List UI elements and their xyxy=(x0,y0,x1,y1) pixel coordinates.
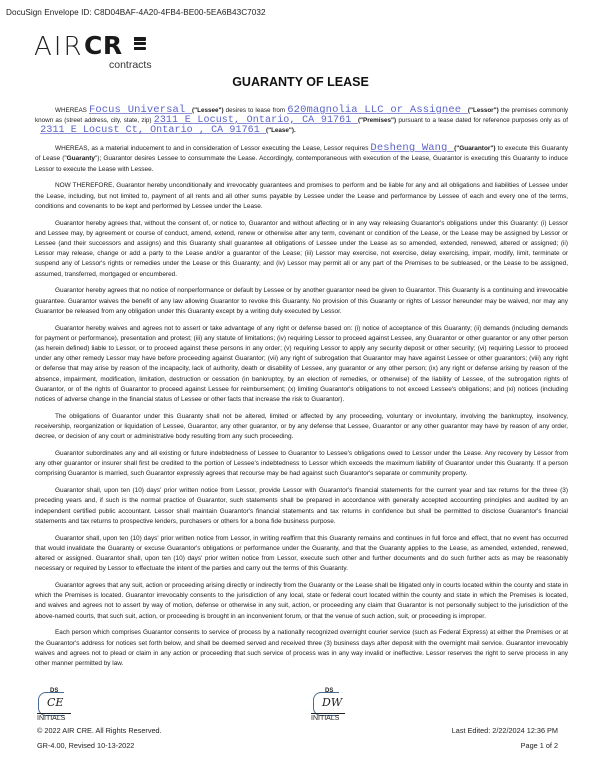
initials-line xyxy=(311,713,345,714)
text: to execute this Guaranty of Lease (" xyxy=(35,145,568,163)
logo-air-text: AIR xyxy=(34,32,84,62)
text: pursuant to a lease dated for reference purposes only as of xyxy=(396,117,568,125)
ds-tag: DS xyxy=(325,688,334,694)
recital-lessee xyxy=(35,105,568,137)
paragraph: NOW THEREFORE, Guarantor hereby unconditionally and irrevocably guarantees and promises to perform and be liable for any and all obligations and liabilities of Lessee under the Lease, including, but not limited to, payment of all rents and all other sums payable by Lessee under the Lease and performance by Lessee of each and every one of the terms, conditions and covenants to be kept and performed by Lessee under the Lease. xyxy=(35,182,568,210)
guarantor-field[interactable]: Desheng Wang xyxy=(370,142,455,155)
paragraph: Guarantor hereby agrees that no notice of nonperformance or default by Lessee or by another guarantor need be given to Guarantor. This Guaranty is a continuing and irrevocable guarantee. Guarantor waives the benefit of any law allowing Guarantor to revoke this Guaranty. No provision of this Guaranty or rights of Lessor hereunder may be waived, nor may any Guarantor be released from any obligation under this Guaranty except by a writing duly executed by Lessor. xyxy=(35,287,568,315)
logo-e-bars-icon xyxy=(134,37,146,55)
paragraph: Guarantor shall, upon ten (10) days' prior written notice from Lessor, provide Lessor with Guarantor's financial statements for the current year and tax returns for the three (3) preceding years and, if such is the normal practice of Guarantor, such statements shall be prepared in accordance with generally accepted accounting principles and audited by an independent certified public accountant. Lessor shall maintain Guarantor's financial statements and tax returns in confidence but shall be permitted to disclose Guarantor's financial statements and tax returns to prospective lenders, purchasers or others for a bona fide business purpose. xyxy=(35,487,568,525)
text: "); Guarantor desires Lessee to consummate the Lease. Accordingly, contemporaneous with execution of the Lease, Guarantor is executing this Guaranty to induce Lessor to execute the Lease with Lessee. xyxy=(35,155,568,173)
text: WHEREAS, as a material inducement to and in consideration of Lessor executing the Lease, Lessor requires xyxy=(55,145,371,153)
docusign-envelope-id: DocuSign Envelope ID: C8D04BAF-4A20-4FB4-BE00-5EA6B43C7032 xyxy=(6,8,266,17)
recital-guarantor xyxy=(35,143,568,175)
document-title: GUARANTY OF LEASE xyxy=(232,75,369,89)
paragraph: The obligations of Guarantor under this Guaranty shall not be altered, limited or affected by any proceeding, voluntary or involuntary, involving the bankruptcy, insolvency, receivership, reorganization or liquidation of Lessee, Guarantor, any other guarantor, or by any defense that Lessee, Guarantor or any other guarantor may have by reason of any order, decree, or decision of any court or administrative body resulting from any such proceeding. xyxy=(35,412,568,441)
paragraph: Guarantor agrees that any suit, action or proceeding arising directly or indirectly from the Guaranty or the Lease shall be litigated only in courts located within the county and state in which the Premises is located. Guarantor irrevocably consents to the jurisdiction of any local, state or federal court located within the county and state in which the Premises is located, and waives and agrees not to assert by way of motion, defense or otherwise in any suit, action, or proceeding any claim that Guarantor is not personally subject to the jurisdiction of the above-named courts, that such suit, action, or proceeding is brought in an inconvenient forum, or that the venue of such action, suit, or proceeding is improper. xyxy=(35,582,568,620)
document-body xyxy=(35,105,568,676)
premises-term: ("Premises") xyxy=(357,117,397,125)
paragraph: Guarantor subordinates any and all existing or future indebtedness of Lessee to Guarantor to Lessee's obligations owed to Lessor under the Lease. Any recovery by Lessor from any other guarantor or insurer shall first be credited to the portion of Lessee's indebtedness to Lessor which exceeds the maximum liability of Guarantor under this Guaranty. If a person comprising Guarantor is married, such Guarantor expressly agrees that recourse may be had against such Guarantor's separate or community property. xyxy=(35,450,568,478)
lessor-field[interactable]: 620magnolia LLC or Assignee xyxy=(287,104,468,116)
lessee-field[interactable]: Focus Universal xyxy=(88,104,193,116)
text: the premises commonly known as (street address, city, state, zip) xyxy=(35,107,568,125)
logo-cr-text: CR xyxy=(84,31,123,60)
paragraph: Guarantor hereby waives and agrees not to assert or take advantage of any right or defense based on: (i) notice of acceptance of this Guaranty; (ii) demands (including demands for payment or performance), presentation and protest; (iii) any statute of limitations; (iv) requiring Lessor to proceed against Lessee, any Guarantor or other guarantor or any other person (as herein defined) liable to Lessor, or to proceed against these persons in any order; (v) requiring Lessor to apply any security deposit or other security; (vi) requiring Lessor to proceed under any other remedy Lessor may have before proceeding against Guarantor; (vii) any right of subrogation that Guarantor may have against Lessee or other guarantors; (viii) any right or defense that may arise by reason of the incapacity, lack of authority, death or disability of Lessee, any guarantor or any other person; (ix) any right or defense arising by reason of the absence, impairment, modification, limitation, destruction or cessation (in bankruptcy, by an election of remedies, or otherwise) of the liability of Lessee, of the subrogation rights of Guarantor, or of the rights of Guarantor to proceed against Lessee for reimbursement; (x) limiting Guarantor's obligations to not exceed Lessee's obligations; and (xi) notices (including notices of adverse change in the financial status of Lessee or other facts that increase the risk to Guarantor). xyxy=(35,324,568,404)
footer-page-number: Page 1 of 2 xyxy=(520,741,558,750)
footer-form-number: GR-4.00, Revised 10-13-2022 xyxy=(37,741,135,750)
initials-label: INITIALS xyxy=(37,715,66,722)
paragraph: Guarantor hereby agrees that, without the consent of, or notice to, Guarantor and without affecting or in any way releasing Guarantor's obligations under this Guaranty: (i) Lessor and Lessee may, by agreement or course of conduct, amend, extend, renew or otherwise alter any term, covenant or condition of the Lease, or the Lease may be assigned by Lessor or Lessee (and their successors and assigns) and this Guaranty shall guarantee all obligations of Lessee under the Lease as so amended, extended, renewed, altered or assigned; (ii) Lessor may release, change or add a party to the Lease and/or a guarantor of the Lease; (iii) Lessor may exercise, not exercise, delay exercising, impair, modify, limit, terminate or suspend any of Lessor's rights or remedies under the Lease or this Guaranty; and (iv) Lessor may permit all or any part of the Premises to be subleased, or the Lease to be assigned, assumed, transferred, mortgaged or encumbered. xyxy=(35,219,568,278)
footer-copyright: © 2022 AIR CRE. All Rights Reserved. xyxy=(37,726,162,735)
guaranty-term: Guaranty xyxy=(66,155,95,163)
initials-mark: CE xyxy=(47,696,64,709)
paragraph: Each person which comprises Guarantor consents to service of process by a nationally recognized overnight courier service (such as Federal Express) at either the Premises or at the Guarantor's address for notices set forth below, and shall be deemed served and received three (3) business days after deposit with the overnight mail service. Guarantor irrevocably waives and agrees not to plead or claim in any action or proceeding that such service of process was in any way invalid or ineffective. Lessor reserves the right to serve process in any other manner permitted by law. xyxy=(35,629,568,668)
lessee-term: ("Lessee") xyxy=(192,107,224,114)
paragraph: Guarantor shall, upon ten (10) days' prior written notice from Lessor, in writing reaffirm that this Guaranty remains and continues in full force and effect, that no event has occurred that would invalidate the Guaranty or excuse Guarantor's obligations or performance under the Guaranty, and that the Guaranty applies to the Lease, as amended, extended, renewed, altered or assigned. Guarantor shall, upon ten (10) days' prior written notice from Lessor, execute such other and further documents and do such further acts as may be reasonably necessary or required by Lessor to effectuate the intent of the parties and carry out the terms of this Guaranty. xyxy=(35,534,568,573)
air-cre-logo xyxy=(34,32,154,76)
text: desires to lease from xyxy=(223,107,288,114)
initials-mark: DW xyxy=(322,696,343,709)
guarantor-term: ("Guarantor") xyxy=(454,145,496,153)
lessor-term: ("Lessor") xyxy=(467,107,499,114)
initials-label: INITIALS xyxy=(311,715,340,722)
premises-field[interactable]: 2311 E Locust, Ontario, CA 91761 xyxy=(153,115,358,127)
logo-subtitle: contracts xyxy=(109,59,152,71)
lease-date-field[interactable]: 2311 E Locust Ct, Ontario , CA 91761 xyxy=(40,125,266,137)
ds-tag: DS xyxy=(50,688,59,694)
lease-term: ("Lease"). xyxy=(266,127,296,135)
initials-line xyxy=(37,713,71,714)
text: WHEREAS xyxy=(55,107,89,114)
footer-last-edited: Last Edited: 2/22/2024 12:36 PM xyxy=(451,726,558,735)
